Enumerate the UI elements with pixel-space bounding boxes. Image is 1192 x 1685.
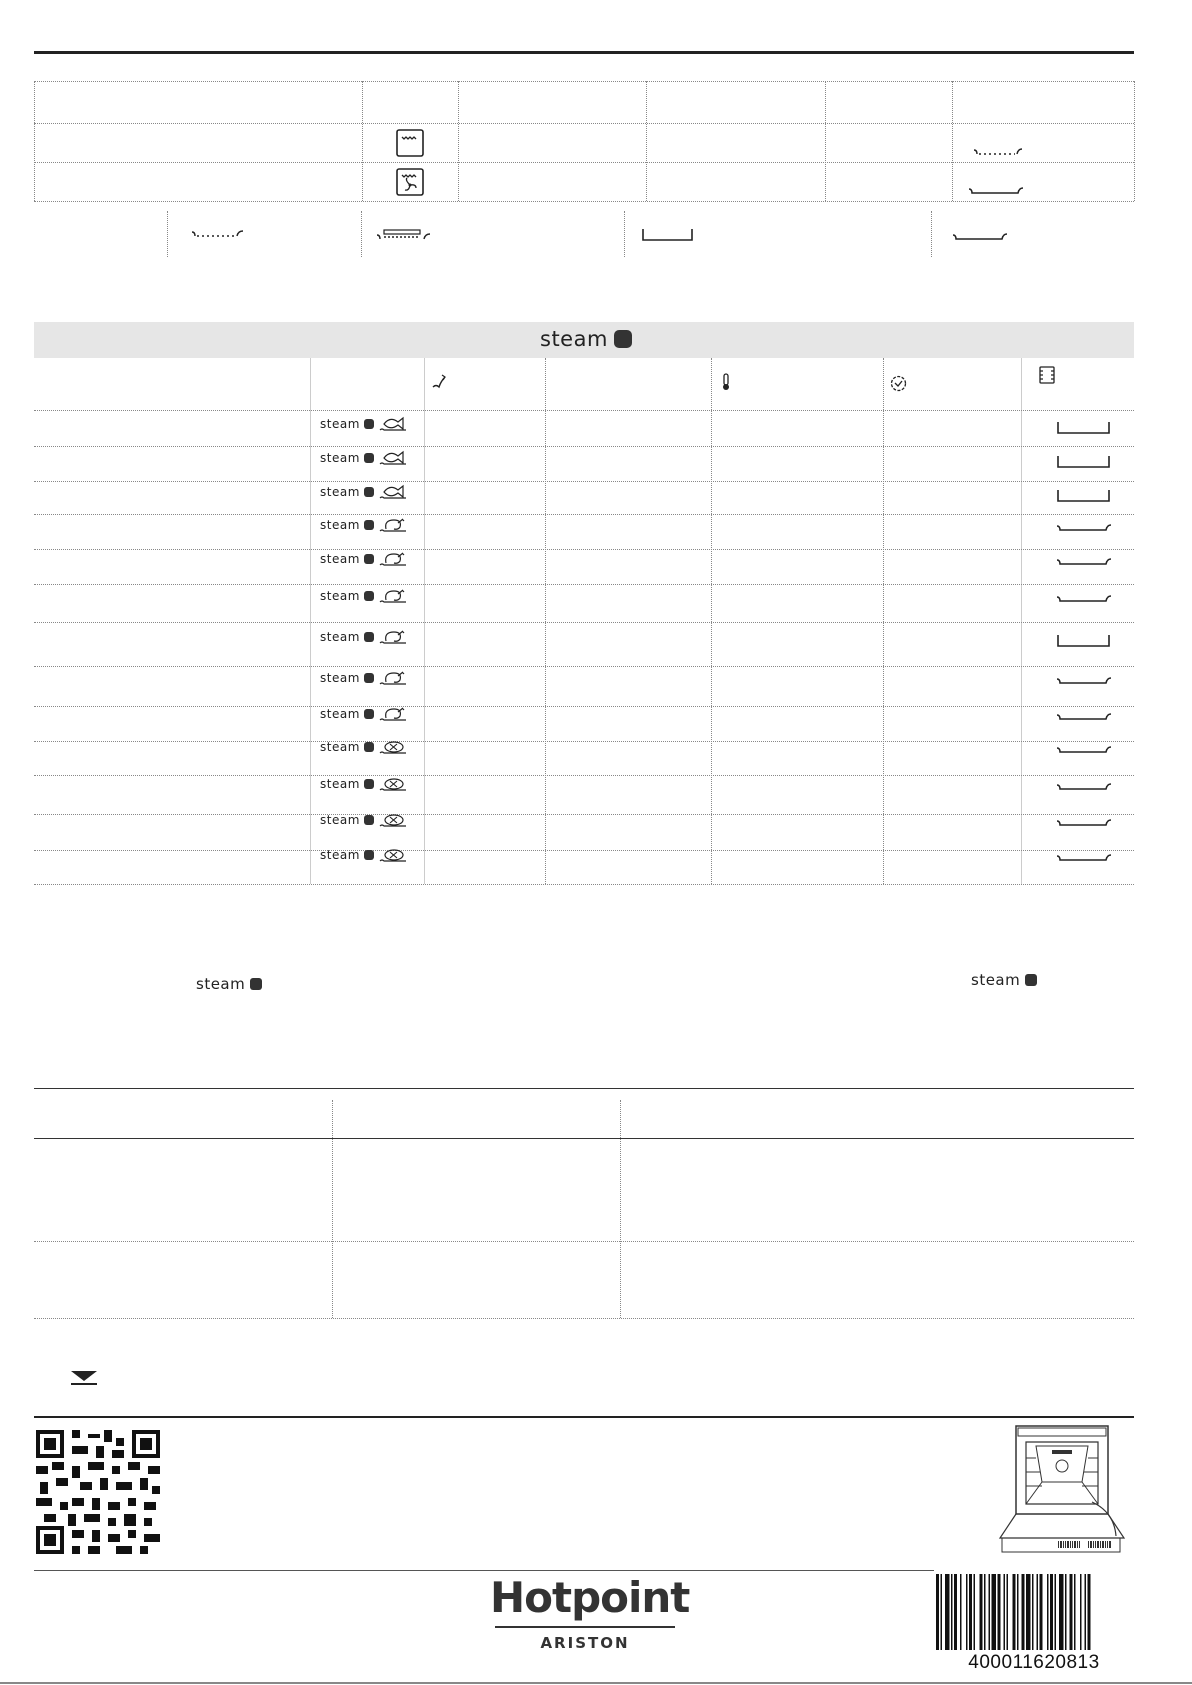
steam-function-icon [320, 626, 408, 648]
bread-icon [378, 847, 408, 863]
page-bottom-rule [0, 1682, 1192, 1684]
conventional-oven-icon [396, 129, 424, 157]
row-steam-label: steam [320, 671, 360, 685]
grill-rack-icon [376, 227, 434, 241]
steam-function-icon [320, 481, 408, 503]
poultry-icon [378, 706, 408, 722]
wire-shelf-icon [191, 229, 245, 241]
steam-function-icon [320, 844, 408, 866]
tray-deep-icon [641, 228, 695, 242]
tray-shallow-icon [1056, 744, 1112, 762]
row-steam-label: steam [320, 630, 360, 644]
steam-hand-icon [1025, 974, 1037, 986]
temperature-icon [721, 373, 731, 391]
tray-deep-icon [1056, 455, 1112, 474]
row-steam-label: steam [320, 777, 360, 791]
fish-icon [378, 416, 408, 432]
tray-deep-icon [1056, 634, 1112, 653]
brand-name: Hotpoint [490, 1573, 690, 1622]
steam-function-icon [320, 548, 408, 570]
steam-function-icon [320, 413, 408, 435]
steam-hand-icon [364, 591, 374, 601]
row-steam-label: steam [320, 589, 360, 603]
note-steam-left-label: steam [196, 975, 246, 993]
poultry-icon [378, 670, 408, 686]
steam-hand-icon [364, 419, 374, 429]
preheat-icon [431, 373, 447, 389]
steam-function-icon [320, 514, 408, 536]
steam-header-label: steam [540, 327, 608, 351]
fish-icon [378, 450, 408, 466]
poultry-icon [378, 517, 408, 533]
steam-hand-icon [364, 815, 374, 825]
poultry-icon [378, 629, 408, 645]
row-steam-label: steam [320, 813, 360, 827]
steam-hand-icon [364, 453, 374, 463]
bread-icon [378, 776, 408, 792]
note-steam-right-label: steam [971, 971, 1021, 989]
row-steam-label: steam [320, 707, 360, 721]
steam-function-icon [320, 809, 408, 831]
footer-rule-lower [34, 1570, 934, 1571]
down-triangle-icon [70, 1370, 98, 1386]
shelf-level-icon [1039, 366, 1055, 384]
steam-hand-icon [614, 330, 632, 348]
tray-shallow-icon [1056, 817, 1112, 835]
row-steam-label: steam [320, 518, 360, 532]
tray-shallow-icon [952, 232, 1008, 244]
row-steam-label: steam [320, 552, 360, 566]
timer-icon [890, 375, 907, 392]
steam-function-icon [320, 736, 408, 758]
row-steam-label: steam [320, 740, 360, 754]
poultry-icon [378, 588, 408, 604]
steam-function-icon [320, 667, 408, 689]
steam-function-icon [320, 447, 408, 469]
steam-hand-icon [364, 520, 374, 530]
steam-hand-icon [364, 850, 374, 860]
barcode [934, 1574, 1134, 1652]
tray-shallow-icon [1056, 675, 1112, 693]
steam-hand-icon [364, 554, 374, 564]
tray-shallow-icon [1056, 556, 1112, 574]
wire-shelf-icon [973, 146, 1023, 158]
bread-icon [378, 812, 408, 828]
steam-hand-icon [364, 742, 374, 752]
row-steam-label: steam [320, 451, 360, 465]
steam-hand-icon [364, 487, 374, 497]
top-rule [34, 51, 1134, 54]
tray-shallow-icon [1056, 593, 1112, 611]
fan-oven-icon [396, 168, 424, 196]
row-steam-label: steam [320, 848, 360, 862]
brand-sub: ARISTON [540, 1634, 630, 1652]
steam-hand-icon [364, 779, 374, 789]
note-steam-right [971, 970, 1037, 990]
steam-hand-icon [364, 673, 374, 683]
tray-deep-icon [1056, 421, 1112, 440]
row-steam-label: steam [320, 417, 360, 431]
poultry-icon [378, 551, 408, 567]
steam-function-icon [320, 585, 408, 607]
tray-shallow-icon [968, 185, 1024, 197]
steam-function-icon [320, 773, 408, 795]
steam-hand-icon [364, 709, 374, 719]
steam-function-icon [320, 703, 408, 725]
tray-deep-icon [1056, 489, 1112, 508]
tray-shallow-icon [1056, 522, 1112, 540]
note-steam-left [196, 974, 262, 994]
tray-shallow-icon [1056, 781, 1112, 799]
brand-logo [490, 1572, 690, 1652]
fish-icon [378, 484, 408, 500]
row-steam-label: steam [320, 485, 360, 499]
barcode-number: 400011620813 [968, 1652, 1100, 1673]
tray-shallow-icon [1056, 852, 1112, 870]
bread-icon [378, 739, 408, 755]
steam-header-logo [540, 326, 632, 352]
qr-code [36, 1430, 160, 1554]
steam-hand-icon [250, 978, 262, 990]
tray-shallow-icon [1056, 711, 1112, 729]
footer-rule [34, 1416, 1134, 1418]
steam-hand-icon [364, 632, 374, 642]
brand-rule [495, 1626, 675, 1628]
oven-illustration [996, 1424, 1128, 1558]
